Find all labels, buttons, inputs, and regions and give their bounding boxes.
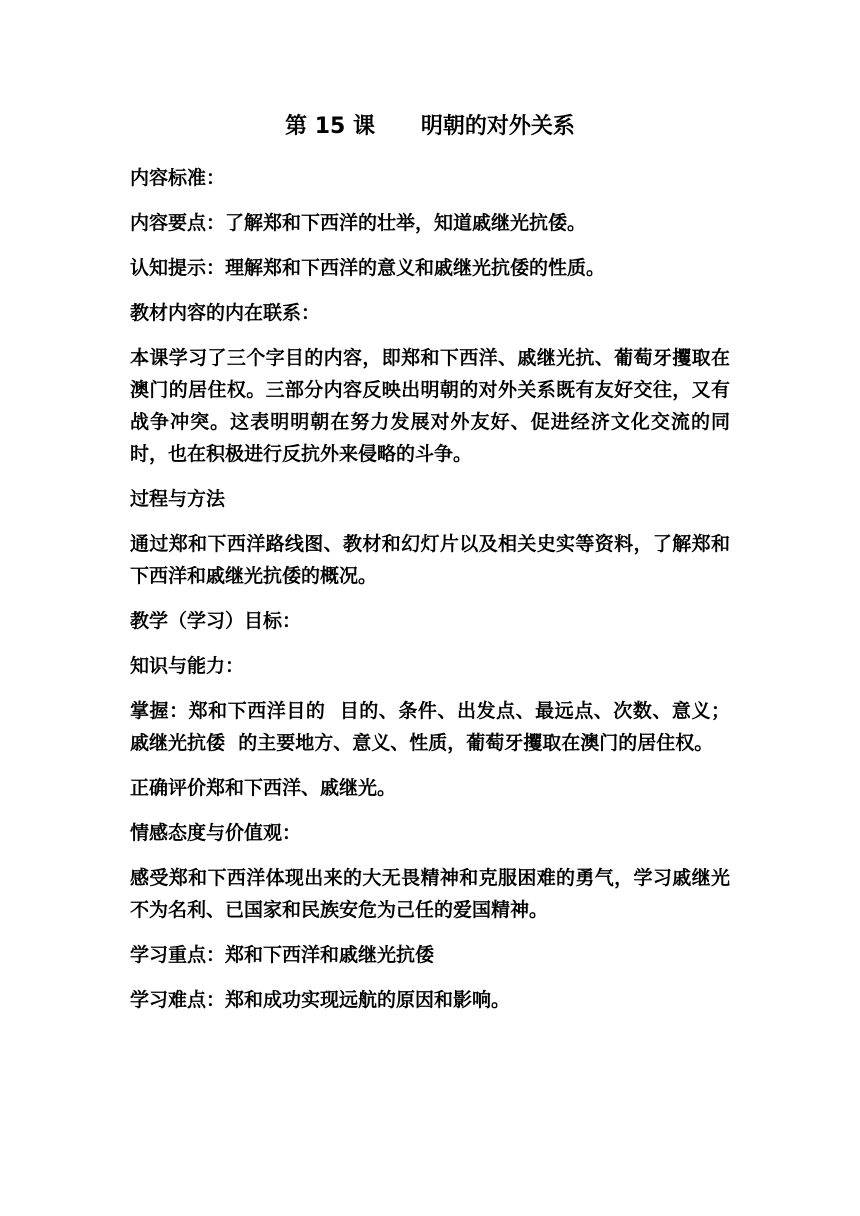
paragraph-process-method-body: 通过郑和下西洋路线图、教材和幻灯片以及相关史实等资料，了解郑和下西洋和戚继光抗倭的概况。: [130, 533, 730, 587]
paragraph-cognitive-hint: 认知提示：理解郑和下西洋的意义和戚继光抗倭的性质。: [130, 257, 606, 279]
paragraph-knowledge-ability-heading: 知识与能力：: [130, 655, 245, 677]
paragraph-textbook-relation-heading: 教材内容的内在联系：: [130, 302, 321, 324]
paragraph-difficult-points: 学习难点：郑和成功实现远航的原因和影响。: [130, 989, 511, 1011]
paragraph-content-standard: 内容标准：: [130, 167, 226, 189]
paragraph-mastery: 掌握：郑和下西洋目的 目的、条件、出发点、最远点、次数、意义；戚继光抗倭 的主要地方、意义、性质，葡萄牙攫取在澳门的居住权。: [130, 700, 730, 754]
paragraph-textbook-relation-body: 本课学习了三个字目的内容，即郑和下西洋、戚继光抗、葡萄牙攫取在澳门的居住权。三部分内容反映出明朝的对外关系既有友好交往，又有战争冲突。这表明明朝在努力发展对外友好、促进经济文化交流的同时，也在积极进行反抗外来侵略的斗争。: [130, 347, 730, 465]
page-title: 第 15 课 明朝的对外关系: [285, 114, 575, 139]
paragraph-teaching-goals-heading: 教学（学习）目标：: [130, 610, 302, 632]
paragraph-evaluation: 正确评价郑和下西洋、戚继光。: [130, 777, 397, 799]
document-body: [130, 162, 730, 1029]
paragraph-key-points: 学习重点：郑和下西洋和戚继光抗倭: [130, 944, 435, 966]
paragraph-emotion-values-body: 感受郑和下西洋体现出来的大无畏精神和克服困难的勇气，学习戚继光不为名利、已国家和民族安危为己任的爱国精神。: [130, 867, 730, 921]
paragraph-emotion-values-heading: 情感态度与价值观：: [130, 822, 302, 844]
paragraph-content-points: 内容要点：了解郑和下西洋的壮举，知道戚继光抗倭。: [130, 212, 587, 234]
paragraph-process-method-heading: 过程与方法: [130, 488, 226, 510]
